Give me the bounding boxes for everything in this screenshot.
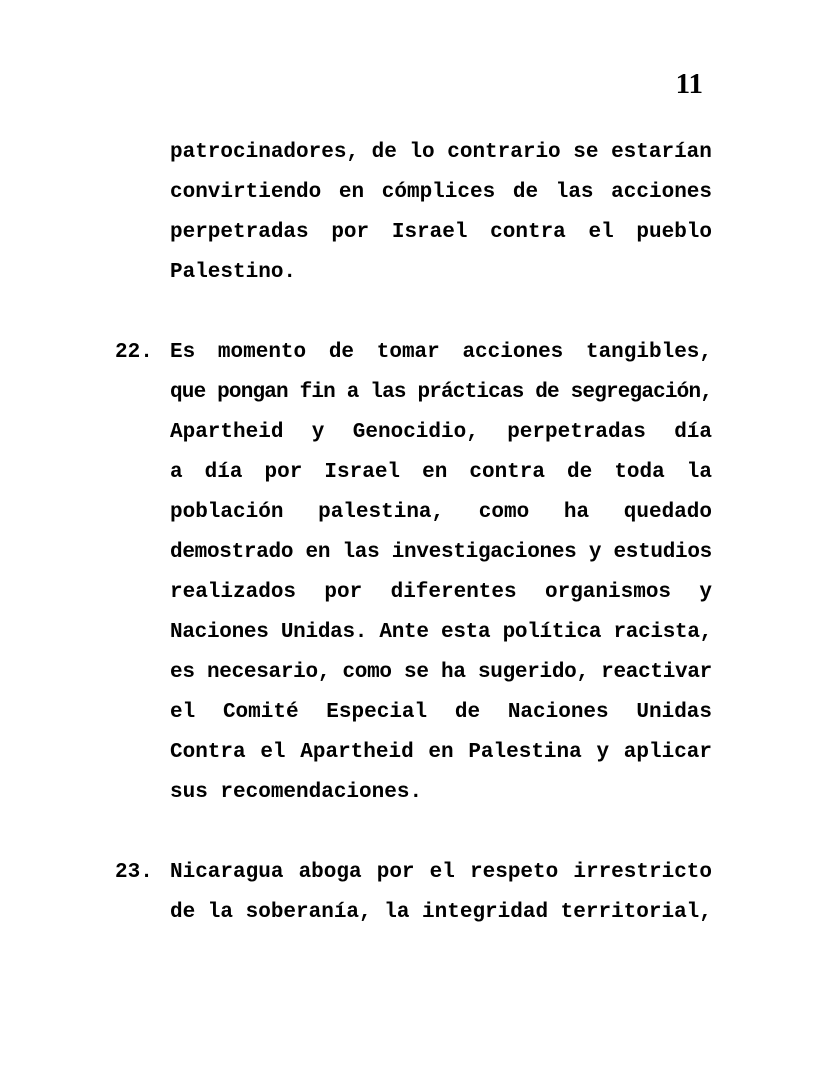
text-line: de la soberanía, la integridad territorial,	[170, 901, 712, 924]
text-line: patrocinadores, de lo contrario se estarían	[170, 141, 712, 164]
paragraph-23	[115, 853, 712, 933]
text-line: que pongan fin a las prácticas de segregación,	[170, 381, 713, 404]
text-line: Apartheid y Genocidio, perpetradas día	[170, 421, 713, 444]
paragraph-22	[115, 333, 712, 813]
text-line: Contra el Apartheid en Palestina y aplicar	[170, 741, 713, 764]
paragraph-text	[170, 333, 712, 813]
text-line: Nicaragua aboga por el respeto irrestricto	[170, 861, 713, 884]
text-line: el Comité Especial de Naciones Unidas	[170, 701, 713, 724]
paragraph-text	[170, 133, 712, 293]
text-line: Naciones Unidas. Ante esta política racista,	[170, 621, 712, 644]
paragraph-21-continuation	[115, 133, 712, 293]
text-line: sus recomendaciones.	[170, 781, 423, 804]
paragraph-text	[170, 853, 712, 933]
text-line: demostrado en las investigaciones y estudios	[170, 541, 712, 564]
document-body	[115, 133, 712, 933]
paragraph-number: 23.	[115, 861, 153, 884]
paragraph-number: 22.	[115, 341, 153, 364]
text-line: es necesario, como se ha sugerido, reactivar	[170, 661, 712, 684]
text-line: realizados por diferentes organismos y	[170, 581, 713, 604]
text-line: a día por Israel en contra de toda la	[170, 461, 713, 484]
text-line: Palestino.	[170, 261, 297, 284]
page-number: 11	[675, 68, 703, 100]
text-line: convirtiendo en cómplices de las acciones	[170, 181, 712, 204]
text-line: Es momento de tomar acciones tangibles,	[170, 341, 712, 364]
text-line: población palestina, como ha quedado	[170, 501, 713, 524]
text-line: perpetradas por Israel contra el pueblo	[170, 221, 712, 244]
